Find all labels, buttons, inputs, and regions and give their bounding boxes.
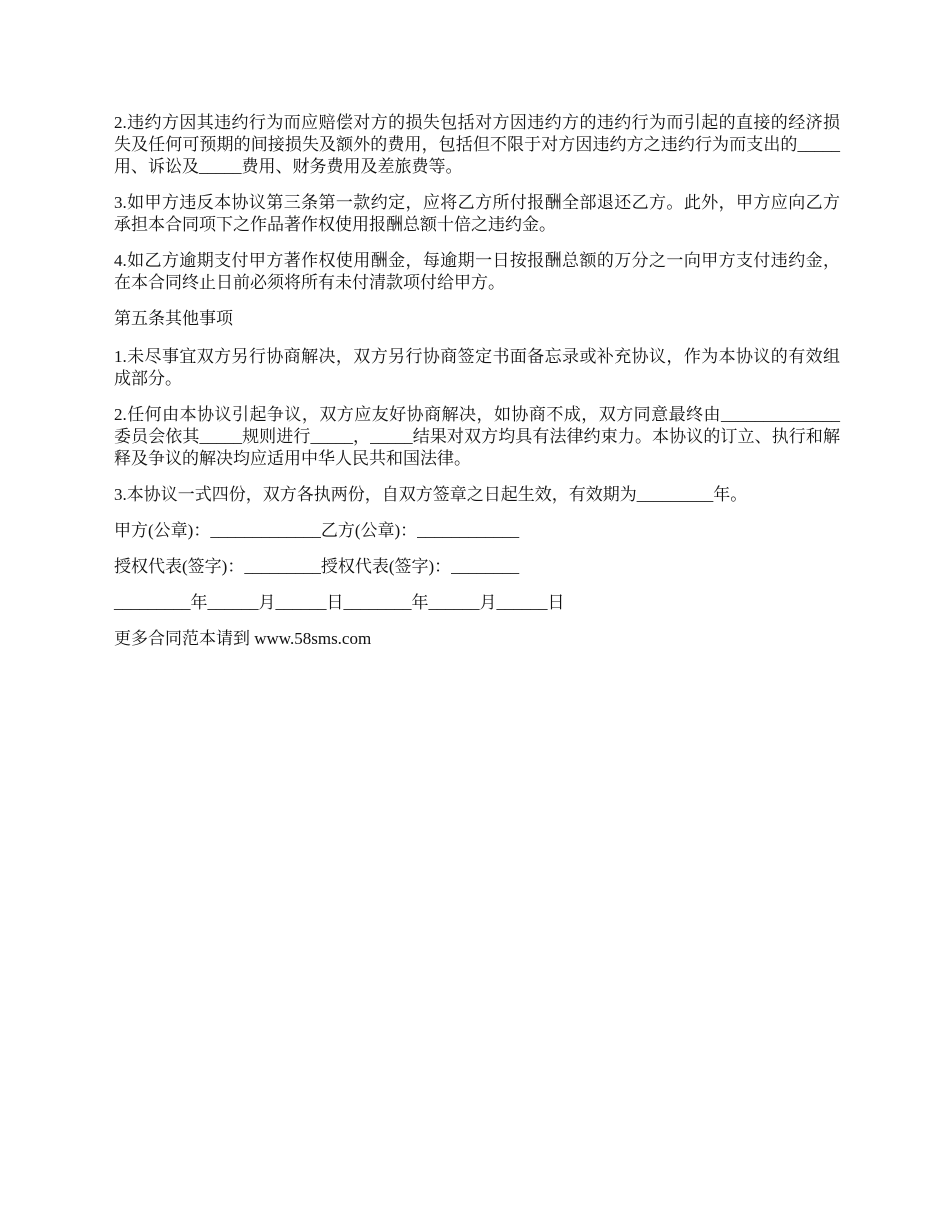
footer-link[interactable]: 更多合同范本请到 www.58sms.com: [114, 629, 372, 648]
contract-document: [114, 112, 840, 664]
section-5-item-3: 3.本协议一式四份，双方各执两份，自双方签章之日起生效，有效期为_________年。: [114, 485, 748, 504]
date-line: _________年______月______日________年______月______日: [114, 593, 565, 612]
representative-signature-line: 授权代表(签字)：_________授权代表(签字)：________: [114, 557, 520, 576]
clause-2-damages: 2.违约方因其违约行为而应赔偿对方的损失包括对方因违约方的违约行为而引起的直接的经济损失及任何可预期的间接损失及额外的费用，包括但不限于对方因违约方之违约行为而支出的_____用、诉讼及_____费用、财务费用及差旅费等。: [114, 113, 840, 176]
seal-line: 甲方(公章)：_____________乙方(公章)：____________: [114, 521, 520, 540]
section-5-item-2: 2.任何由本协议引起争议，双方应友好协商解决，如协商不成，双方同意最终由______________委员会依其_____规则进行_____，_____结果对双方均具有法律约束力。本协议的订立、执行和解释及争议的解决均应适用中华人民共和国法律。: [114, 405, 840, 468]
section-5-title: 第五条其他事项: [114, 309, 233, 328]
section-5-item-1: 1.未尽事宜双方另行协商解决，双方另行协商签定书面备忘录或补充协议，作为本协议的有效组成部分。: [114, 347, 840, 388]
clause-4-late-payment: 4.如乙方逾期支付甲方著作权使用酬金，每逾期一日按报酬总额的万分之一向甲方支付违约金，在本合同终止日前必须将所有未付清款项付给甲方。: [114, 251, 840, 292]
clause-3-party-a-breach: 3.如甲方违反本协议第三条第一款约定，应将乙方所付报酬全部退还乙方。此外，甲方应向乙方承担本合同项下之作品著作权使用报酬总额十倍之违约金。: [114, 193, 840, 234]
